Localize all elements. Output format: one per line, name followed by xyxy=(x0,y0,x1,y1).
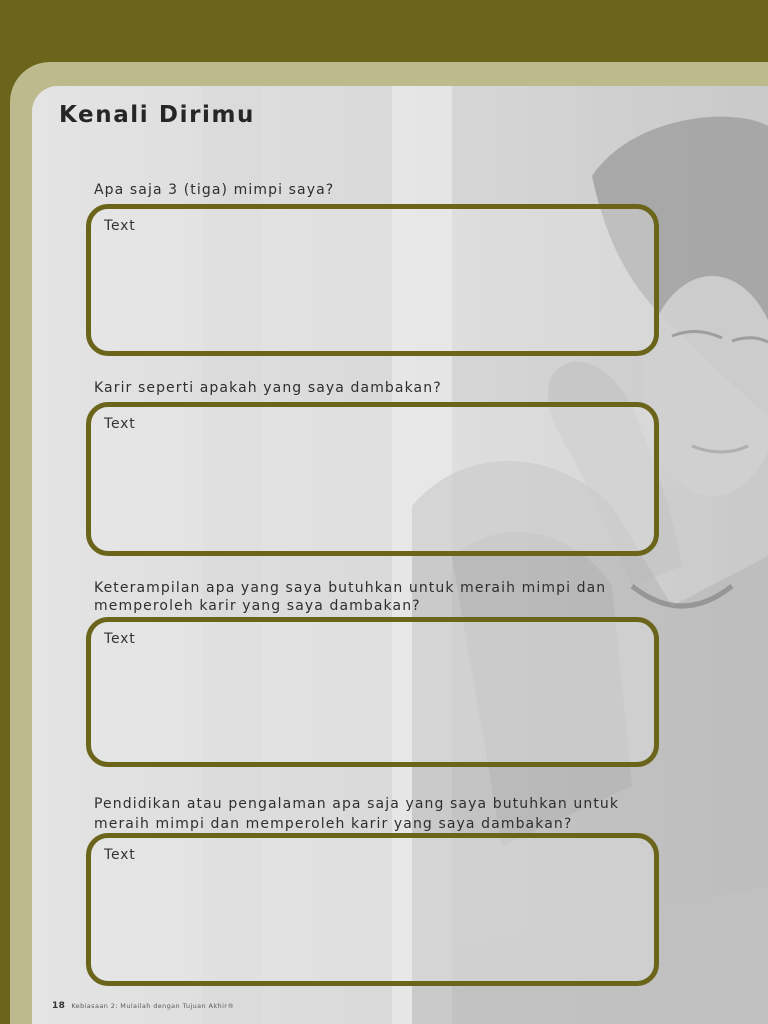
page-number: 18 xyxy=(52,1001,66,1011)
question-4-label: Pendidikan atau pengalaman apa saja yang saya butuhkan untuk meraih mimpi dan memperoleh karir yang saya dambakan? xyxy=(94,796,620,832)
answer-4-text: Text xyxy=(104,847,136,863)
answer-field-1[interactable] xyxy=(86,204,659,356)
question-3-label: Keterampilan apa yang saya butuhkan untuk meraih mimpi dan memperoleh karir yang saya dambakan? xyxy=(94,580,607,614)
page-title: Kenali Dirimu xyxy=(59,102,256,128)
answer-field-4[interactable] xyxy=(86,833,659,986)
answer-1-text: Text xyxy=(104,218,136,234)
answer-2-text: Text xyxy=(104,416,136,432)
answer-field-3[interactable] xyxy=(86,617,659,767)
footer-text: Kebiasaan 2: Mulailah dengan Tujuan Akhir® xyxy=(71,1002,235,1010)
question-2-label: Karir seperti apakah yang saya dambakan? xyxy=(94,380,442,396)
page-footer xyxy=(52,1001,234,1011)
answer-field-2[interactable] xyxy=(86,402,659,556)
question-1-label: Apa saja 3 (tiga) mimpi saya? xyxy=(94,182,335,198)
answer-3-text: Text xyxy=(104,631,136,647)
